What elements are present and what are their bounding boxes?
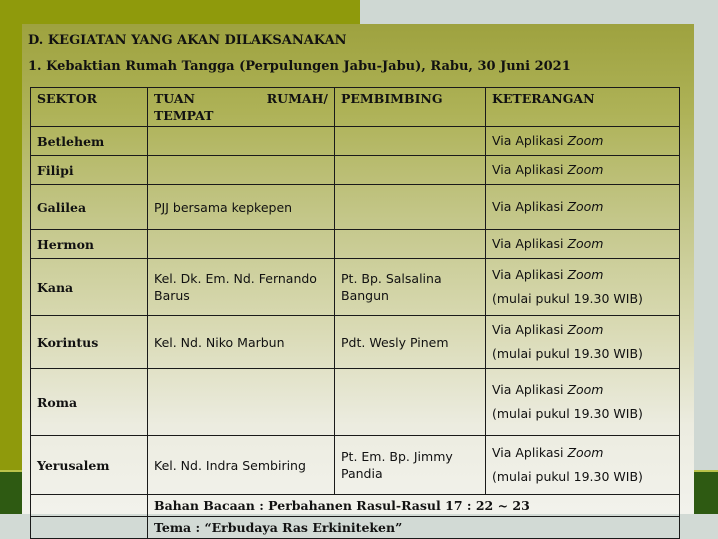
via-prefix: Via Aplikasi (492, 382, 568, 397)
keterangan-cell (486, 259, 680, 316)
time-note: (mulai pukul 19.30 WIB) (492, 346, 643, 361)
keterangan-cell (486, 185, 680, 230)
tuan-rumah-cell: Kel. Dk. Em. Nd. Fernando Barus (148, 259, 335, 316)
via-prefix: Via Aplikasi (492, 445, 568, 460)
table-row-tema (31, 517, 680, 539)
via-prefix: Via Aplikasi (492, 236, 568, 251)
via-zoom-text (492, 129, 673, 153)
document-card (22, 24, 694, 535)
via-zoom-text (492, 158, 673, 182)
header-tuan-rumah (148, 88, 335, 127)
keterangan-cell (486, 127, 680, 156)
via-prefix: Via Aplikasi (492, 199, 568, 214)
via-prefix: Via Aplikasi (492, 267, 568, 282)
via-zoom-text (492, 318, 673, 342)
table-header-row (31, 88, 680, 127)
sektor-cell: Hermon (31, 230, 148, 259)
pembimbing-cell: Pdt. Wesly Pinem (335, 316, 486, 369)
sektor-cell: Yerusalem (31, 436, 148, 495)
pembimbing-cell (335, 230, 486, 259)
pembimbing-cell (335, 156, 486, 185)
via-zoom-text (492, 441, 673, 465)
keterangan-cell (486, 230, 680, 259)
section-heading: D. KEGIATAN YANG AKAN DILAKSANAKAN (28, 33, 347, 48)
sektor-cell: Korintus (31, 316, 148, 369)
table-row (31, 156, 680, 185)
header-sektor: SEKTOR (31, 88, 148, 127)
header-tuan-word: TUAN (154, 91, 195, 106)
table-row (31, 436, 680, 495)
header-pembimbing: PEMBIMBING (335, 88, 486, 127)
sektor-cell: Galilea (31, 185, 148, 230)
pembimbing-cell: Pt. Bp. Salsalina Bangun (335, 259, 486, 316)
via-zoom-text (492, 232, 673, 256)
sektor-cell: Betlehem (31, 127, 148, 156)
pembimbing-cell: Pt. Em. Bp. Jimmy Pandia (335, 436, 486, 495)
zoom-app-name: Zoom (567, 445, 604, 460)
table-row (31, 127, 680, 156)
tuan-rumah-cell (148, 127, 335, 156)
zoom-app-name: Zoom (567, 236, 604, 251)
tuan-rumah-cell: Kel. Nd. Niko Marbun (148, 316, 335, 369)
pembimbing-cell (335, 185, 486, 230)
keterangan-cell (486, 369, 680, 436)
table-row (31, 230, 680, 259)
header-tempat-word: TEMPAT (154, 108, 214, 123)
footer-empty-cell (31, 517, 148, 539)
tuan-rumah-cell (148, 230, 335, 259)
pembimbing-cell (335, 127, 486, 156)
via-zoom-text (492, 378, 673, 402)
keterangan-cell (486, 436, 680, 495)
zoom-app-name: Zoom (567, 382, 604, 397)
tuan-rumah-cell: Kel. Nd. Indra Sembiring (148, 436, 335, 495)
table-row (31, 316, 680, 369)
pembimbing-cell (335, 369, 486, 436)
sektor-cell: Filipi (31, 156, 148, 185)
table-row-bahan (31, 495, 680, 517)
zoom-app-name: Zoom (567, 162, 604, 177)
time-note: (mulai pukul 19.30 WIB) (492, 291, 643, 306)
via-zoom-text (492, 263, 673, 287)
sektor-cell: Kana (31, 259, 148, 316)
time-note: (mulai pukul 19.30 WIB) (492, 469, 643, 484)
table-row (31, 259, 680, 316)
tuan-rumah-cell (148, 156, 335, 185)
tema: Tema : “Erbudaya Ras Erkiniteken” (148, 517, 680, 539)
table-row (31, 369, 680, 436)
section-subheading: 1. Kebaktian Rumah Tangga (Perpulungen Jabu-Jabu), Rabu, 30 Juni 2021 (28, 59, 571, 74)
tuan-rumah-cell (148, 369, 335, 436)
bahan-bacaan: Bahan Bacaan : Perbahanen Rasul-Rasul 17 : 22 ~ 23 (148, 495, 680, 517)
via-zoom-text (492, 195, 673, 219)
zoom-app-name: Zoom (567, 322, 604, 337)
schedule-table (30, 87, 680, 539)
via-prefix: Via Aplikasi (492, 322, 568, 337)
table-row (31, 185, 680, 230)
via-prefix: Via Aplikasi (492, 133, 568, 148)
footer-empty-cell (31, 495, 148, 517)
keterangan-cell (486, 156, 680, 185)
zoom-app-name: Zoom (567, 267, 604, 282)
sektor-cell: Roma (31, 369, 148, 436)
header-rumah-word: RUMAH/ (266, 91, 328, 106)
zoom-app-name: Zoom (567, 133, 604, 148)
header-keterangan: KETERANGAN (486, 88, 680, 127)
via-prefix: Via Aplikasi (492, 162, 568, 177)
keterangan-cell (486, 316, 680, 369)
tuan-rumah-cell: PJJ bersama kepkepen (148, 185, 335, 230)
time-note: (mulai pukul 19.30 WIB) (492, 406, 643, 421)
zoom-app-name: Zoom (567, 199, 604, 214)
